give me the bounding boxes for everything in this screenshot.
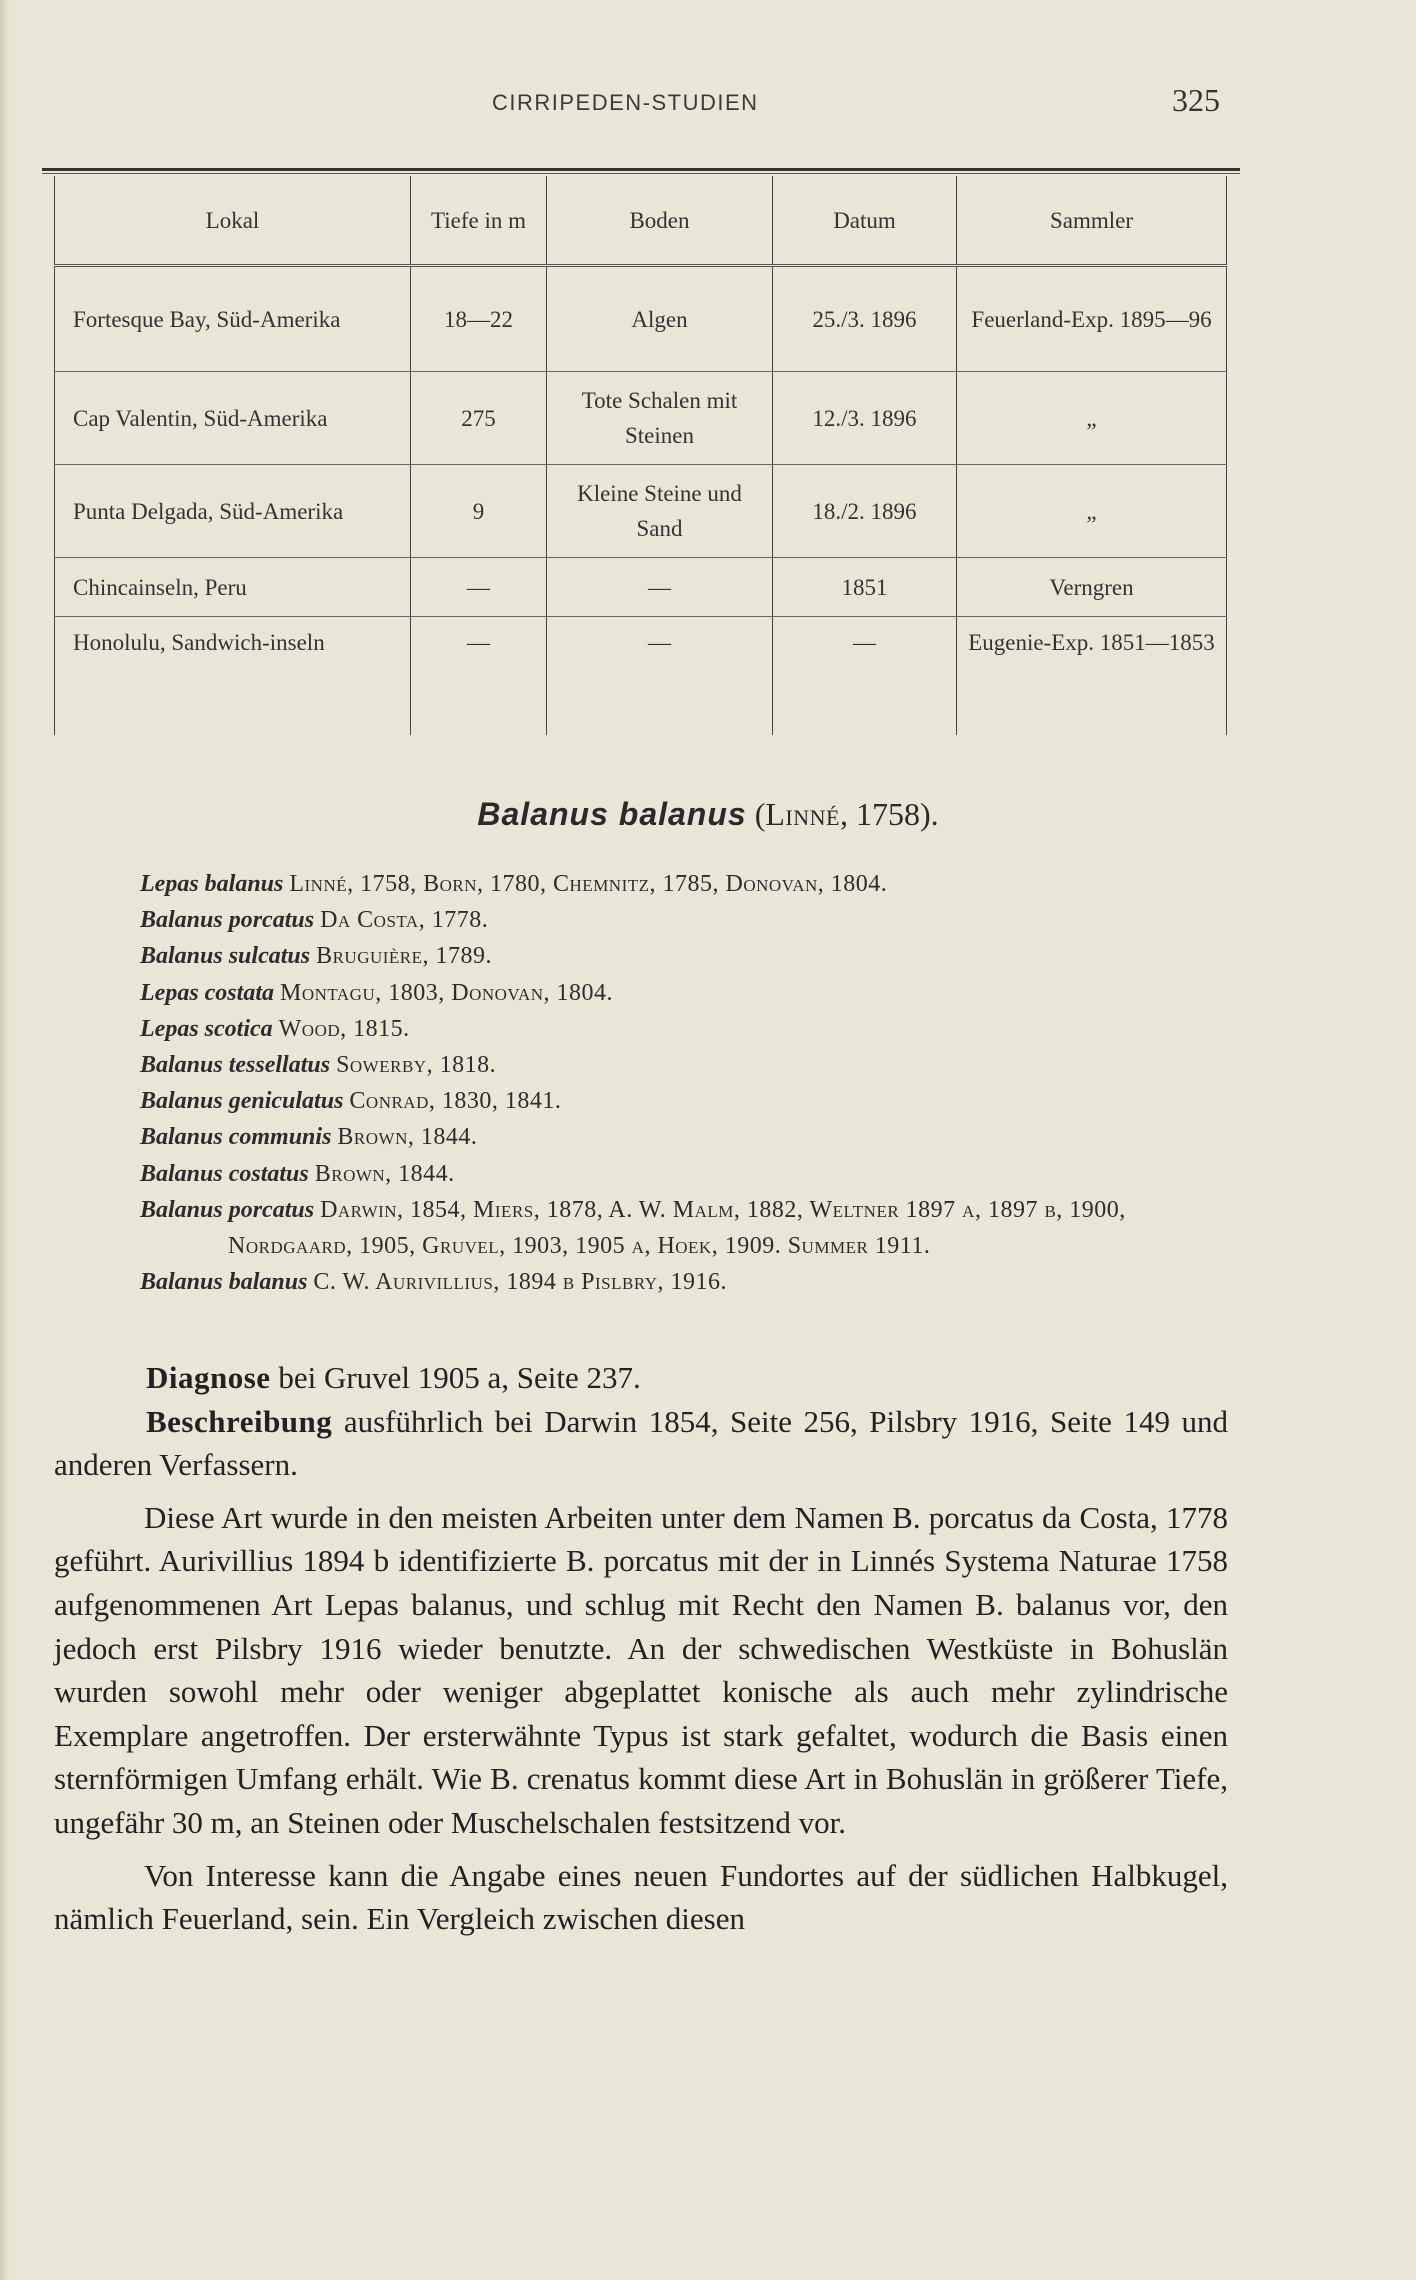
cell-sammler: „ (957, 372, 1227, 465)
synonym-entry (140, 1156, 1230, 1192)
table-header-row (55, 176, 1227, 266)
column-header-boden: Boden (547, 176, 773, 266)
synonym-refs: Wood, 1815. (278, 1015, 410, 1042)
synonymy-list (140, 866, 1230, 1300)
synonym-name: Balanus geniculatus (140, 1088, 344, 1115)
synonym-name: Balanus porcatus (140, 907, 315, 934)
synonym-entry (140, 1011, 1230, 1047)
cell-boden: — (547, 558, 773, 617)
synonym-refs: Brown, 1844. (314, 1160, 455, 1187)
cell-tiefe: — (411, 617, 547, 736)
species-open-paren: ( (754, 796, 766, 832)
cell-tiefe: 9 (411, 465, 547, 558)
cell-datum: 25./3. 1896 (773, 266, 957, 372)
synonym-entry (140, 1264, 1230, 1300)
cell-boden: Algen (547, 266, 773, 372)
synonym-name: Lepas costata (140, 979, 274, 1006)
synonym-name: Balanus tessellatus (140, 1052, 331, 1079)
table-row (55, 617, 1227, 736)
species-author: Linné (765, 796, 840, 832)
cell-tiefe: — (411, 558, 547, 617)
synonym-name: Balanus communis (140, 1124, 332, 1151)
synonym-refs: Montagu, 1803, Donovan, 1804. (279, 979, 614, 1006)
paragraph-fundort: Von Interesse kann die Angabe eines neuen Fundortes auf der südlichen Halbkugel, nämlich Feuerland, sein. Ein Vergleich zwischen diesen (54, 1857, 1228, 1937)
cell-boden: Tote Schalen mit Steinen (547, 372, 773, 465)
cell-tiefe: 18—22 (411, 266, 547, 372)
column-header-tiefe: Tiefe in m (411, 176, 547, 266)
synonym-refs: Brown, 1844. (337, 1124, 478, 1151)
diagnose-paragraph (54, 1356, 1228, 1400)
beschreibung-text: ausführlich bei Darwin 1854, Seite 256, Pilsbry 1916, Seite 149 und anderen Verfassern. (54, 1403, 1228, 1483)
synonym-refs: Bruguière, 1789. (316, 943, 493, 970)
species-name: Balanus balanus (477, 796, 747, 832)
cell-lokal: Fortesque Bay, Süd-Amerika (55, 266, 411, 372)
cell-tiefe: 275 (411, 372, 547, 465)
diagnose-label: Diagnose (146, 1360, 271, 1395)
page-number: 325 (1172, 82, 1220, 118)
synonym-name: Lepas balanus (140, 871, 284, 897)
synonym-refs: Da Costa, 1778. (320, 907, 489, 934)
cell-sammler: „ (957, 465, 1227, 558)
cell-datum: 18./2. 1896 (773, 465, 957, 558)
synonym-name: Balanus porcatus (140, 1196, 315, 1223)
synonym-entry (140, 975, 1230, 1011)
column-header-datum: Datum (773, 176, 957, 266)
beschreibung-paragraph (54, 1400, 1228, 1487)
column-header-lokal: Lokal (55, 176, 411, 266)
cell-sammler: Feuerland-Exp. 1895—96 (957, 266, 1227, 372)
column-header-sammler: Sammler (957, 176, 1227, 266)
body-text (54, 1356, 1228, 1941)
diagnose-text: bei Gruvel 1905 a, Seite 237. (270, 1360, 641, 1395)
cell-datum: 1851 (773, 558, 957, 617)
synonym-name: Lepas scotica (140, 1015, 273, 1042)
synonym-refs: Linné, 1758, Born, 1780, Chemnitz, 1785, Donovan, 1804. (289, 871, 888, 897)
cell-sammler: Eugenie-Exp. 1851—1853 (957, 617, 1227, 736)
table-row (55, 266, 1227, 372)
synonym-refs: Darwin, 1854, Miers, 1878, A. W. Malm, 1882, Weltner 1897 a, 1897 b, 1900, Nordgaard, 1905, Gruvel, 1903, 1905 a, Hoek, 1909. Summer 1911. (228, 1196, 1126, 1260)
cell-lokal: Honolulu, Sandwich-inseln (55, 617, 411, 736)
page-gutter (0, 0, 10, 2280)
synonym-entry (140, 1083, 1230, 1119)
paragraph-porcatus: Diese Art wurde in den meisten Arbeiten unter dem Namen B. porcatus da Costa, 1778 geführt. Aurivillius 1894 b identifizierte B. porcatus mit der in Linnés Systema Naturae 1758 aufgenommenen Art Lepas balanus, und schlug mit Recht den Namen B. balanus vor, den jedoch erst Pilsbry 1916 wieder benutzte. An der schwedischen Westküste in Bohuslän wurden sowohl mehr oder weniger abgeplattet konische als auch mehr zylindrische Exemplare angetroffen. Der ersterwähnte Typus ist stark gefaltet, wodurch die Basis einen sternförmigen Umfang erhält. Wie B. crenatus kommt diese Art in Bohuslän in größerer Tiefe, ungefähr 30 m, an Steinen oder Muschelschalen festsitzend vor. (54, 1499, 1228, 1840)
synonym-entry (140, 902, 1230, 938)
cell-datum: 12./3. 1896 (773, 372, 957, 465)
synonym-name: Balanus balanus (140, 1269, 308, 1296)
running-head (0, 82, 1416, 122)
beschreibung-label: Beschreibung (146, 1403, 333, 1439)
species-year: , 1758). (839, 796, 939, 832)
cell-lokal: Punta Delgada, Süd-Amerika (55, 465, 411, 558)
locality-table (54, 176, 1227, 735)
table-row (55, 372, 1227, 465)
species-heading (0, 796, 1416, 833)
synonym-entry (140, 938, 1230, 974)
cell-sammler: Verngren (957, 558, 1227, 617)
cell-datum: — (773, 617, 957, 736)
running-title: CIRRIPEDEN-STUDIEN (492, 90, 759, 115)
synonym-refs: C. W. Aurivillius, 1894 b Pislbry, 1916. (313, 1269, 728, 1296)
table-top-rule-thin (42, 173, 1240, 174)
cell-boden: Kleine Steine und Sand (547, 465, 773, 558)
cell-lokal: Chincainseln, Peru (55, 558, 411, 617)
cell-lokal: Cap Valentin, Süd-Amerika (55, 372, 411, 465)
synonym-entry (140, 1119, 1230, 1155)
synonym-entry (140, 1192, 1230, 1264)
synonym-entry (140, 866, 1230, 902)
cell-boden: — (547, 617, 773, 736)
table-row (55, 558, 1227, 617)
synonym-name: Balanus sulcatus (140, 943, 311, 970)
table-top-rule (42, 168, 1240, 171)
synonym-refs: Sowerby, 1818. (336, 1052, 497, 1079)
table-row (55, 465, 1227, 558)
synonym-entry (140, 1047, 1230, 1083)
synonym-name: Balanus costatus (140, 1160, 309, 1187)
synonym-refs: Conrad, 1830, 1841. (349, 1088, 562, 1115)
